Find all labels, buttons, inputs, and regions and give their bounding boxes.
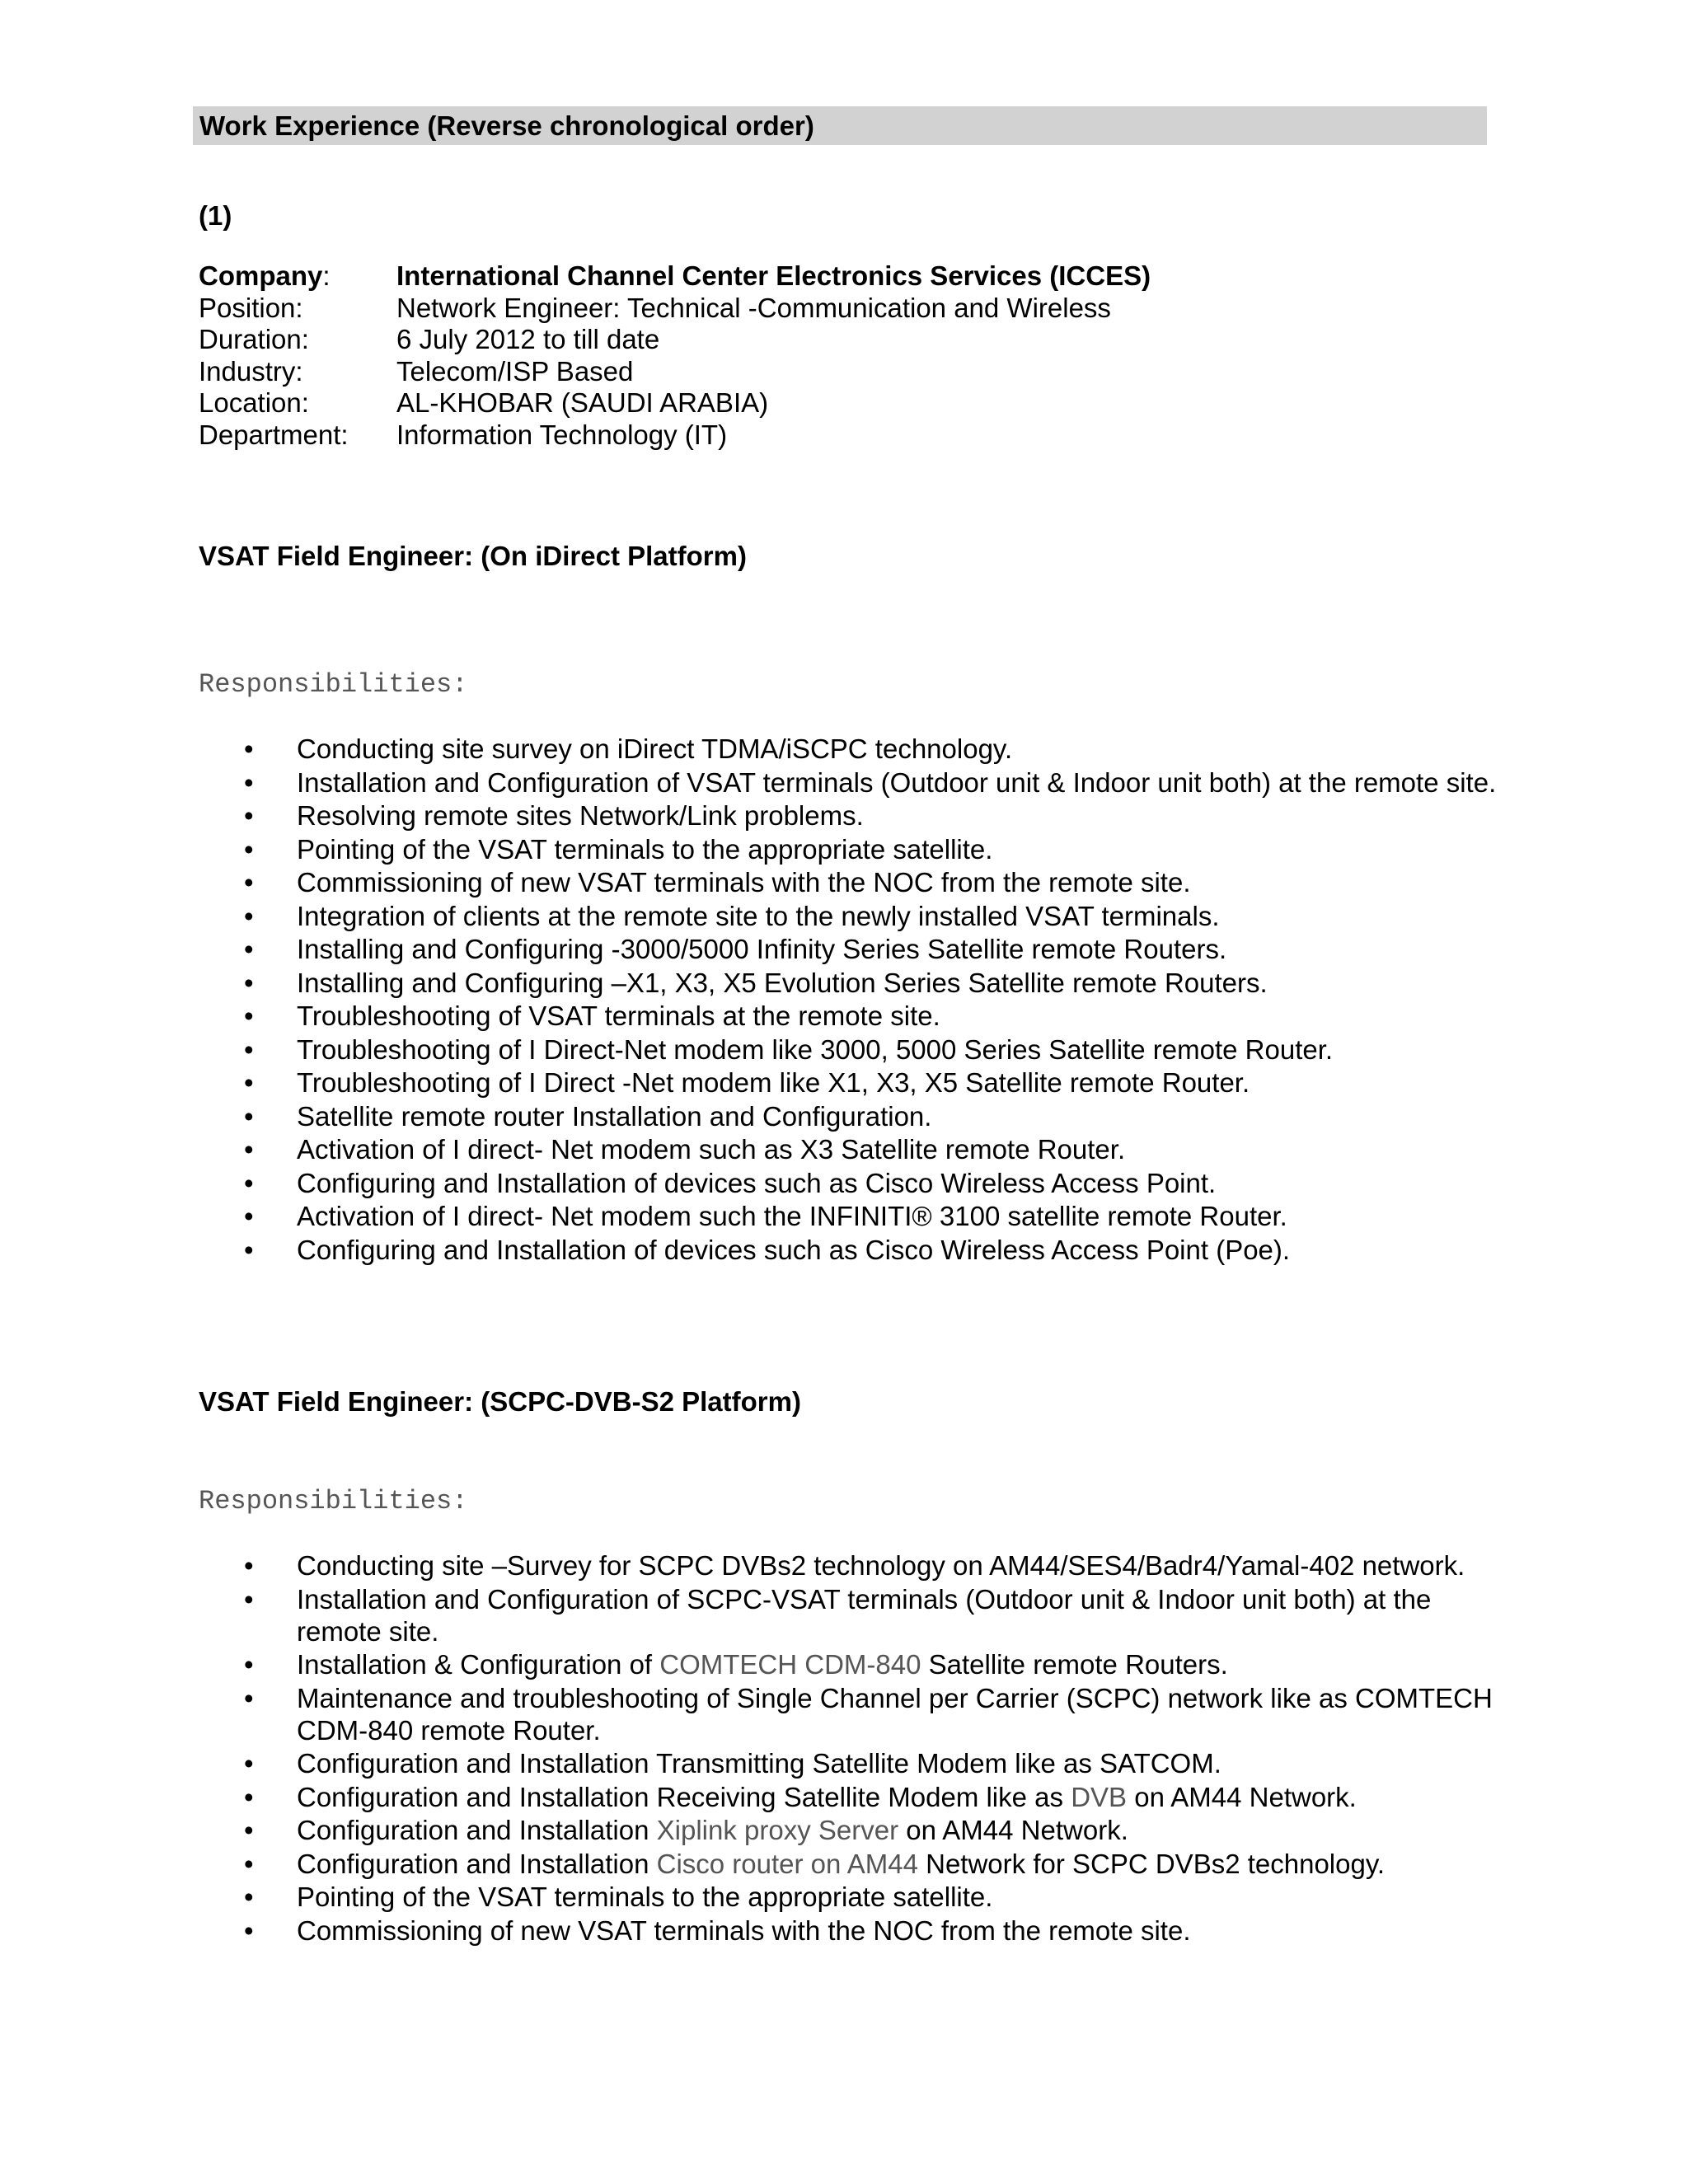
location-label: Location: <box>199 387 309 418</box>
position-value: Network Engineer: Technical -Communication and Wireless <box>396 292 1111 323</box>
list-item: • Configuration and Installation Xiplink proxy Server on AM44 Network. <box>297 1814 1500 1846</box>
list-item: • Configuration and Installation Transmitting Satellite Modem like as SATCOM. <box>297 1747 1500 1779</box>
dvb-term: DVB <box>1071 1781 1128 1812</box>
list-item: • Pointing of the VSAT terminals to the appropriate satellite. <box>297 1881 1500 1913</box>
list-item: • Satellite remote router Installation and Configuration. <box>297 1100 1500 1132</box>
list-item: • Conducting site –Survey for SCPC DVBs2 technology on AM44/SES4/Badr4/Yamal-402 network. <box>297 1549 1500 1582</box>
comtech-modem-name: COMTECH CDM-840 <box>659 1649 921 1680</box>
list-item: • Conducting site survey on iDirect TDMA/iSCPC technology. <box>297 733 1500 765</box>
list-item: • Installation and Configuration of VSAT terminals (Outdoor unit & Indoor unit both) at the remote site. <box>297 766 1500 799</box>
list-item: • Installation & Configuration of COMTECH CDM-840 Satellite remote Routers. <box>297 1648 1500 1680</box>
list-item: • Configuration and Installation Receiving Satellite Modem like as DVB on AM44 Network. <box>297 1781 1500 1813</box>
location-value: AL-KHOBAR (SAUDI ARABIA) <box>396 387 769 418</box>
list-item: • Commissioning of new VSAT terminals with the NOC from the remote site. <box>297 866 1500 898</box>
duration-label: Duration: <box>199 324 309 354</box>
role1-responsibilities-label: Responsibilities: <box>199 669 468 700</box>
list-item: • Integration of clients at the remote site to the newly installed VSAT terminals. <box>297 900 1500 932</box>
list-item: • Pointing of the VSAT terminals to the appropriate satellite. <box>297 833 1500 865</box>
list-item: • Troubleshooting of I Direct -Net modem like X1, X3, X5 Satellite remote Router. <box>297 1066 1500 1099</box>
list-item: • Commissioning of new VSAT terminals with the NOC from the remote site. <box>297 1915 1500 1947</box>
list-item: • Configuring and Installation of devices such as Cisco Wireless Access Point. <box>297 1167 1500 1199</box>
section-header-bar <box>193 106 1487 145</box>
list-item: • Installing and Configuring –X1, X3, X5 Evolution Series Satellite remote Routers. <box>297 967 1500 999</box>
industry-value: Telecom/ISP Based <box>396 355 634 387</box>
list-item: • Installation and Configuration of SCPC-VSAT terminals (Outdoor unit & Indoor unit both) at the remote site. <box>297 1583 1500 1647</box>
list-item: • Troubleshooting of VSAT terminals at the remote site. <box>297 1000 1500 1032</box>
role2-heading: VSAT Field Engineer: (SCPC-DVB-S2 Platform) <box>199 1386 801 1417</box>
role1-responsibilities-list <box>297 733 1500 1267</box>
list-item: • Resolving remote sites Network/Link problems. <box>297 799 1500 832</box>
role2-responsibilities-list <box>297 1549 1500 1947</box>
cisco-router-term: Cisco router on AM44 <box>656 1848 918 1879</box>
role1-heading: VSAT Field Engineer: (On iDirect Platform) <box>199 541 747 571</box>
xiplink-term: Xiplink proxy Server <box>656 1815 899 1845</box>
list-item: • Maintenance and troubleshooting of Single Channel per Carrier (SCPC) network like as COMTECH CDM-840 remote Router. <box>297 1682 1500 1746</box>
department-value: Information Technology (IT) <box>396 419 728 450</box>
company-label: Company: <box>199 260 331 291</box>
job-number: (1) <box>199 200 232 231</box>
list-item: • Configuration and Installation Cisco router on AM44 Network for SCPC DVBs2 technology. <box>297 1848 1500 1880</box>
section-title: Work Experience (Reverse chronological order) <box>199 110 814 141</box>
list-item: • Troubleshooting of I Direct-Net modem like 3000, 5000 Series Satellite remote Router. <box>297 1033 1500 1066</box>
list-item: • Installing and Configuring -3000/5000 Infinity Series Satellite remote Routers. <box>297 933 1500 965</box>
position-label: Position: <box>199 292 303 323</box>
industry-label: Industry: <box>199 355 303 387</box>
list-item: • Configuring and Installation of devices such as Cisco Wireless Access Point (Poe). <box>297 1234 1500 1266</box>
list-item: • Activation of I direct- Net modem such as X3 Satellite remote Router. <box>297 1133 1500 1165</box>
department-label: Department: <box>199 419 349 450</box>
role2-responsibilities-label: Responsibilities: <box>199 1486 468 1516</box>
company-value: International Channel Center Electronics Services (ICCES) <box>396 260 1151 291</box>
duration-value: 6 July 2012 to till date <box>396 324 660 354</box>
list-item: • Activation of I direct- Net modem such the INFINITI® 3100 satellite remote Router. <box>297 1200 1500 1232</box>
